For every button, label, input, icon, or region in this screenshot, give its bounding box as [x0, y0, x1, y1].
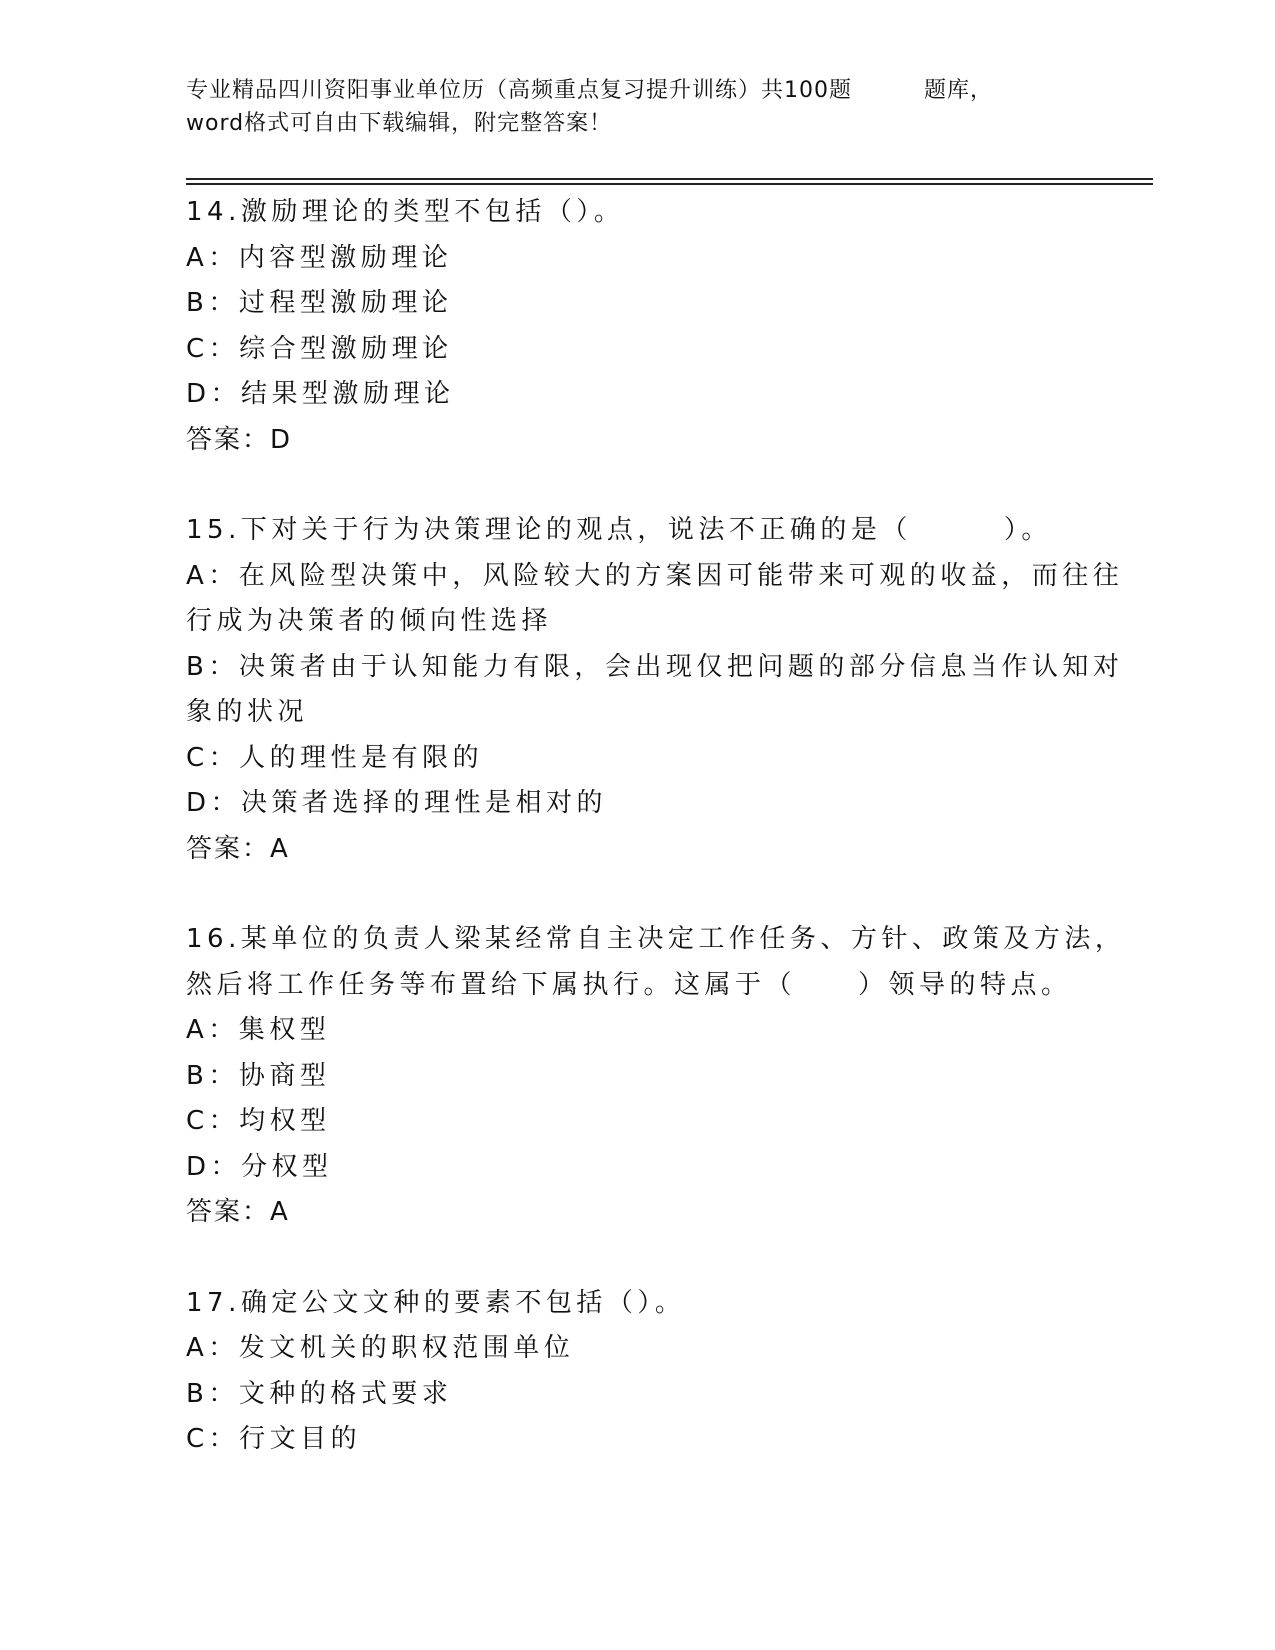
question-stem-text: 15.下对关于行为决策理论的观点，说法不正确的是（ — [186, 515, 912, 545]
answer-label: 答案：A — [186, 833, 290, 864]
option-b: B：决策者由于认知能力有限，会出现仅把问题的部分信息当作认知对 — [186, 651, 1124, 682]
option-a: A：在风险型决策中，风险较大的方案因可能带来可观的收益，而往往 — [186, 560, 1124, 591]
question-list — [186, 190, 1126, 1508]
option-c: C：综合型激励理论 — [186, 333, 453, 364]
option-b: B：文种的格式要求 — [186, 1378, 453, 1409]
question-17 — [186, 1281, 1066, 1463]
option-a: A：内容型激励理论 — [186, 242, 453, 273]
option-a: A：发文机关的职权范围单位 — [186, 1333, 575, 1363]
question-stem: 16.某单位的负责人梁某经常自主决定工作任务、方针、政策及方法， — [186, 924, 1126, 954]
question-stem-tail: ）领导的特点。 — [858, 969, 1072, 1000]
header-title: 专业精品四川资阳事业单位历（高频重点复习提升训练）共100题 — [186, 78, 852, 103]
header-line-1 — [186, 74, 1086, 107]
question-14 — [186, 190, 1066, 463]
option-c: C：均权型 — [186, 1106, 331, 1136]
option-b: B：协商型 — [186, 1060, 331, 1091]
question-stem-tail: ）。 — [1003, 515, 1052, 545]
answer-label: 答案：A — [186, 1197, 290, 1227]
option-d: D：分权型 — [186, 1151, 333, 1182]
question-16 — [186, 917, 1126, 1236]
question-stem — [186, 508, 1066, 554]
question-15 — [186, 508, 1124, 872]
option-b-continued: 象的状况 — [186, 697, 309, 727]
option-d: D：决策者选择的理性是相对的 — [186, 788, 608, 818]
question-stem-continued — [186, 963, 1072, 1009]
header-divider-bottom — [186, 183, 1153, 185]
question-stem: 14.激励理论的类型不包括（）。 — [186, 197, 625, 227]
option-d: D：结果型激励理论 — [186, 379, 455, 409]
answer-label: 答案：D — [186, 424, 293, 455]
option-a: A：集权型 — [186, 1015, 331, 1045]
option-c: C：人的理性是有限的 — [186, 742, 484, 773]
header-divider-top — [186, 178, 1153, 180]
header-title-tail: 题库， — [924, 78, 994, 103]
question-stem-text: 然后将工作任务等布置给下属执行。这属于（ — [186, 969, 797, 1000]
option-c: C：行文目的 — [186, 1424, 362, 1454]
header-gap — [852, 74, 924, 107]
option-b: B：过程型激励理论 — [186, 288, 453, 318]
question-stem: 17.确定公文文种的要素不包括（）。 — [186, 1287, 686, 1318]
option-a-continued: 行成为决策者的倾向性选择 — [186, 606, 553, 636]
header-line-2: word格式可自由下载编辑，附完整答案！ — [186, 111, 613, 136]
document-header — [186, 74, 1086, 140]
